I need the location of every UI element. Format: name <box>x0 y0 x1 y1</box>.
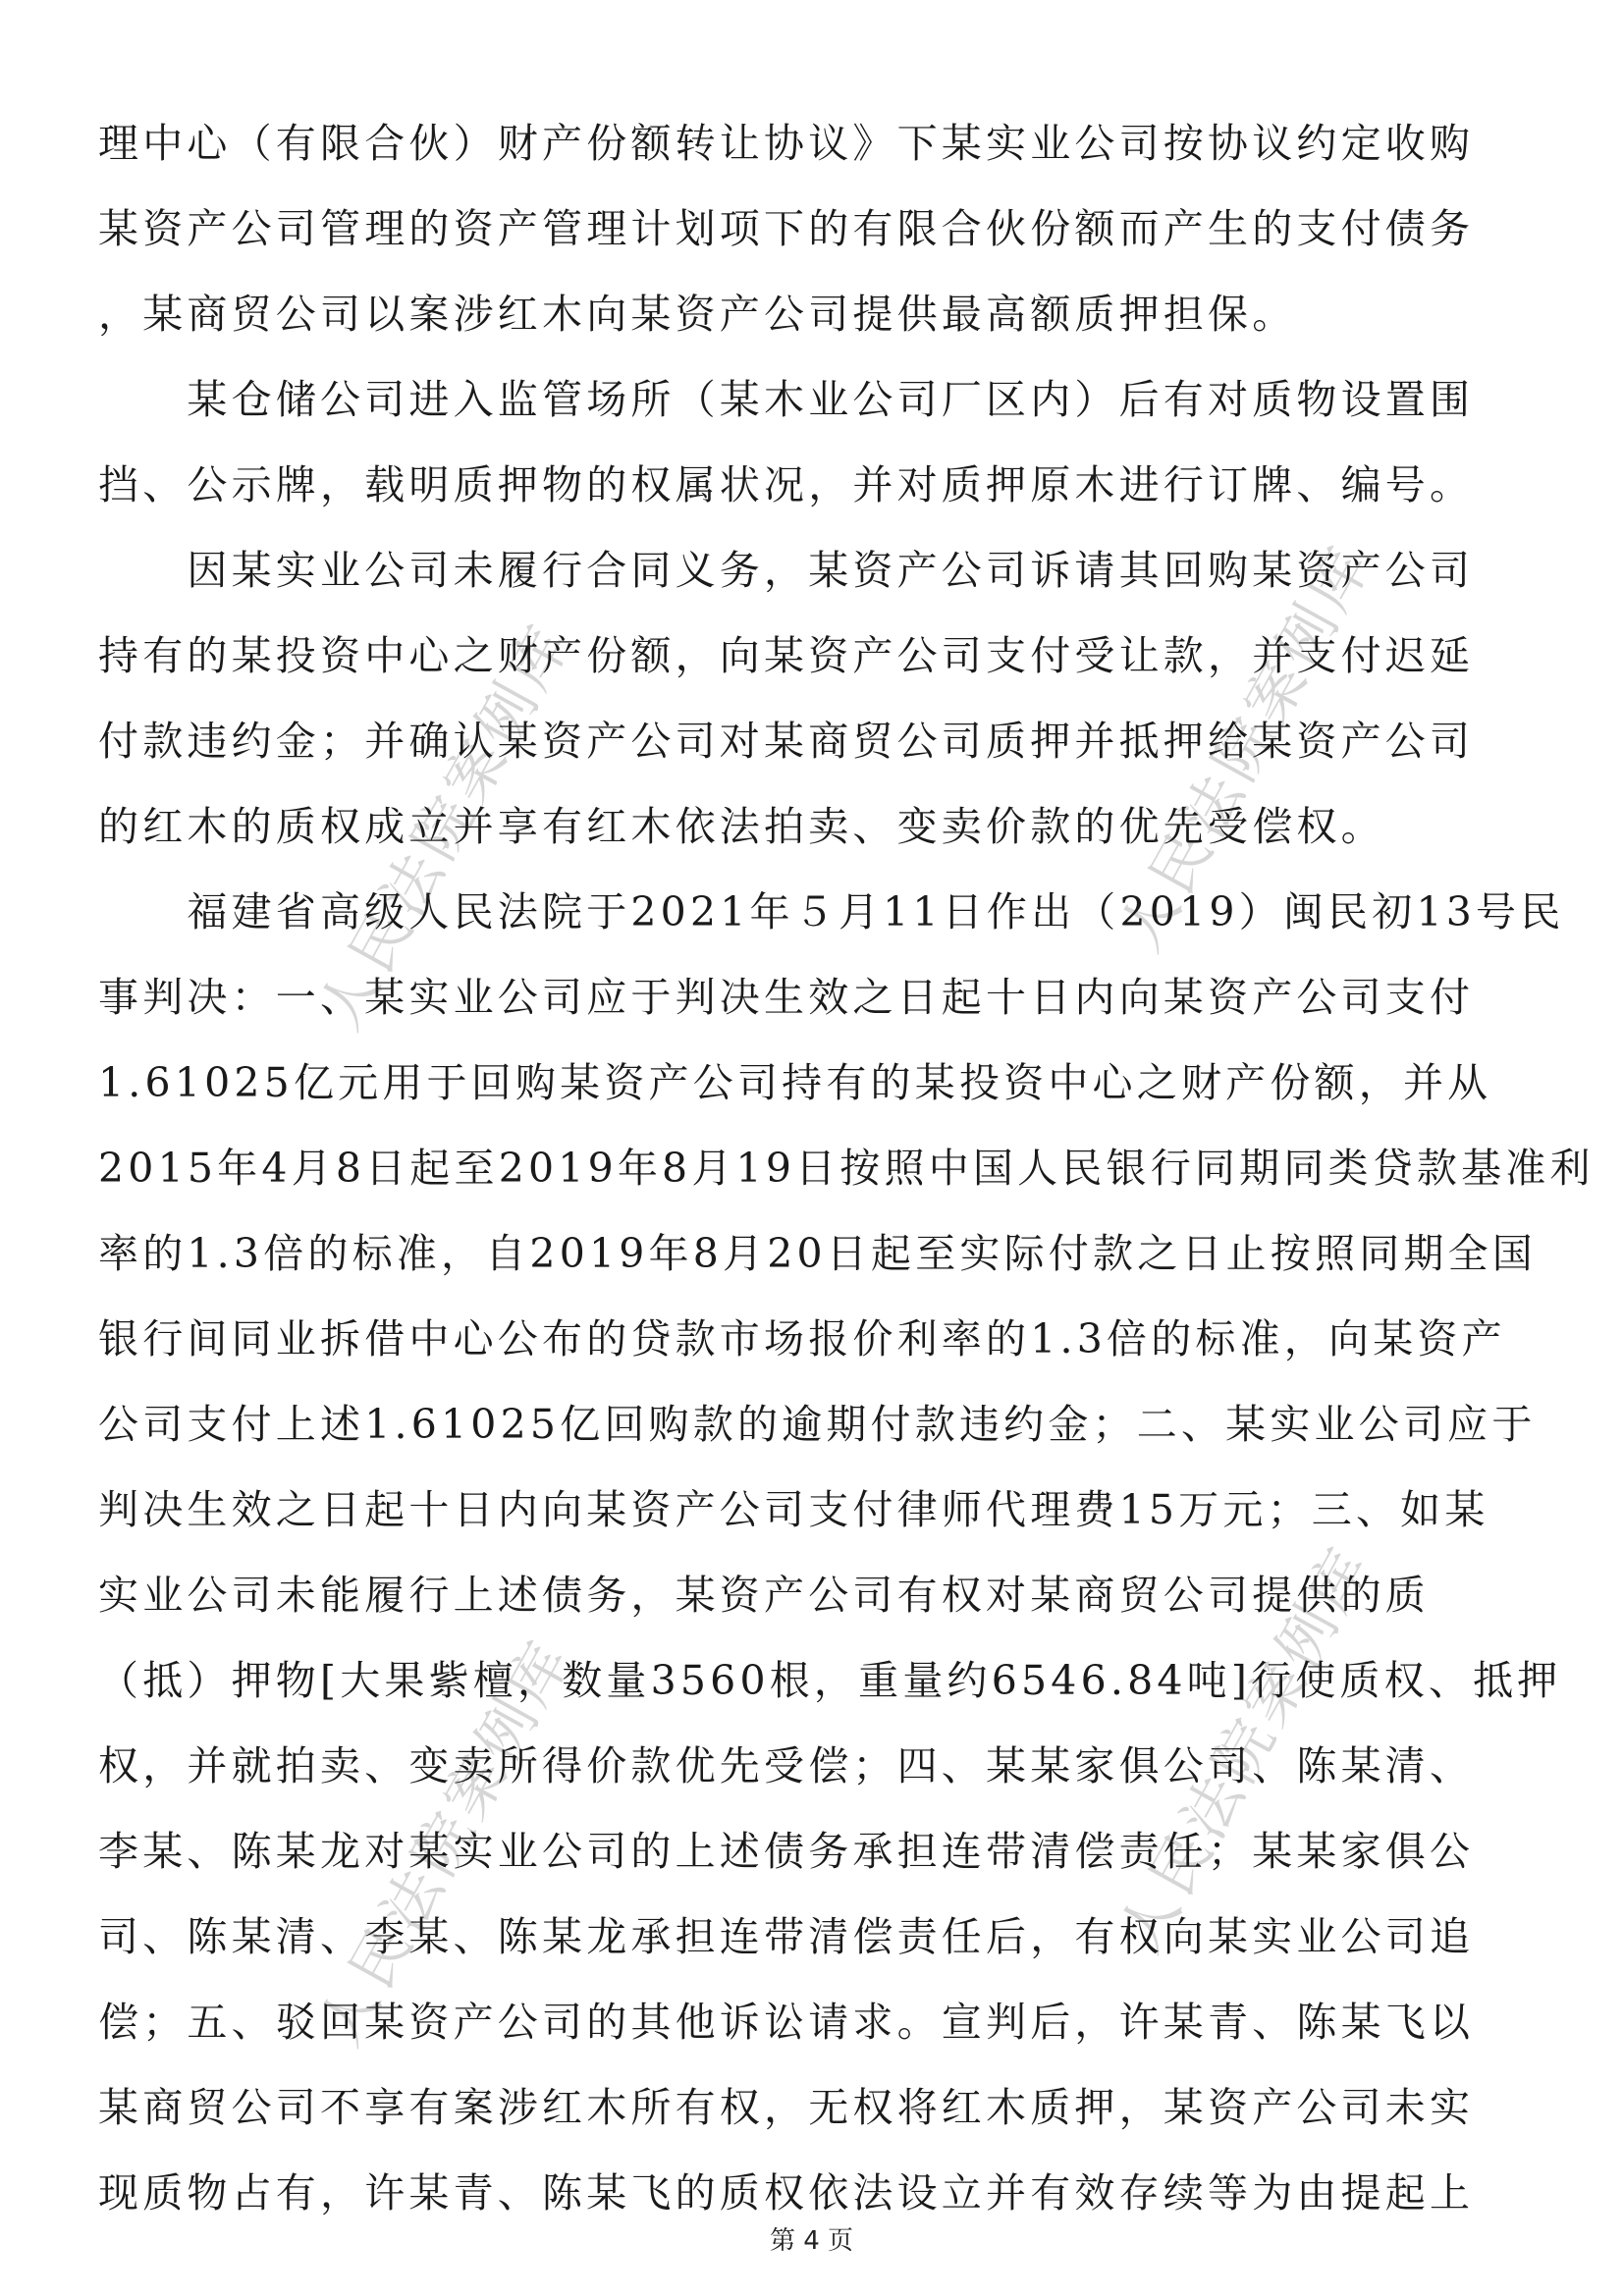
text-line: 某仓储公司进入监管场所（某木业公司厂区内）后有对质物设置围 <box>98 376 1475 423</box>
text-line: 1.61025亿元用于回购某资产公司持有的某投资中心之财产份额，并从 <box>98 1059 1492 1106</box>
text-line: 某商贸公司不享有案涉红木所有权，无权将红木质押，某资产公司未实 <box>98 2084 1475 2131</box>
text-line: 因某实业公司未履行合同义务，某资产公司诉请其回购某资产公司 <box>98 547 1475 594</box>
watermark: 人民法院案例库 <box>305 1627 586 2057</box>
text-line: 某资产公司管理的资产管理计划项下的有限合伙份额而产生的支付债务 <box>98 205 1475 252</box>
text-line: 权，并就拍卖、变卖所得价款优先受偿；四、某某家俱公司、陈某清、 <box>98 1742 1475 1789</box>
watermark: 人民法院案例库 <box>1106 1533 1386 1964</box>
watermark: 人民法院案例库 <box>305 611 586 1041</box>
text-line: （抵）押物[大果紫檀，数量3560根，重量约6546.84吨]行使质权、抵押 <box>98 1657 1562 1704</box>
text-line: 挡、公示牌，载明质押物的权属状况，并对质押原木进行订牌、编号。 <box>98 461 1475 508</box>
text-line: 司、陈某清、李某、陈某龙承担连带清偿责任后，有权向某实业公司追 <box>98 1913 1475 1960</box>
text-line: 判决生效之日起十日内向某资产公司支付律师代理费15万元；三、如某 <box>98 1486 1489 1533</box>
text-line: 实业公司未能履行上述债务，某资产公司有权对某商贸公司提供的质 <box>98 1572 1430 1619</box>
text-line: 理中心（有限合伙）财产份额转让协议》下某实业公司按协议约定收购 <box>98 120 1475 167</box>
text-line: 偿；五、驳回某资产公司的其他诉讼请求。宣判后，许某青、陈某飞以 <box>98 1999 1475 2046</box>
text-line: 持有的某投资中心之财产份额，向某资产公司支付受让款，并支付迟延 <box>98 632 1475 679</box>
text-line: 现质物占有，许某青、陈某飞的质权依法设立并有效存续等为由提起上 <box>98 2169 1475 2216</box>
text-line: 福建省高级人民法院于2021年５月11日作出（2019）闽民初13号民 <box>98 888 1565 935</box>
text-line: 的红木的质权成立并享有红木依法拍卖、变卖价款的优先受偿权。 <box>98 803 1385 850</box>
text-line: 李某、陈某龙对某实业公司的上述债务承担连带清偿责任；某某家俱公 <box>98 1828 1475 1875</box>
text-line: 率的1.3倍的标准，自2019年8月20日起至实际付款之日止按照同期全国 <box>98 1230 1537 1277</box>
text-line: 2015年4月8日起至2019年8月19日按照中国人民银行同期同类贷款基准利 <box>98 1145 1595 1192</box>
watermark: 人民法院案例库 <box>1106 532 1386 963</box>
text-line: 银行间同业拆借中心公布的贷款市场报价利率的1.3倍的标准，向某资产 <box>98 1315 1506 1362</box>
text-line: ，某商贸公司以案涉红木向某资产公司提供最高额质押担保。 <box>98 291 1297 338</box>
text-line: 事判决：一、某实业公司应于判决生效之日起十日内向某资产公司支付 <box>98 974 1475 1021</box>
page-number: 第 4 页 <box>769 2226 854 2256</box>
text-line: 付款违约金；并确认某资产公司对某商贸公司质押并抵押给某资产公司 <box>98 718 1475 765</box>
text-line: 公司支付上述1.61025亿回购款的逾期付款违约金；二、某实业公司应于 <box>98 1401 1537 1448</box>
